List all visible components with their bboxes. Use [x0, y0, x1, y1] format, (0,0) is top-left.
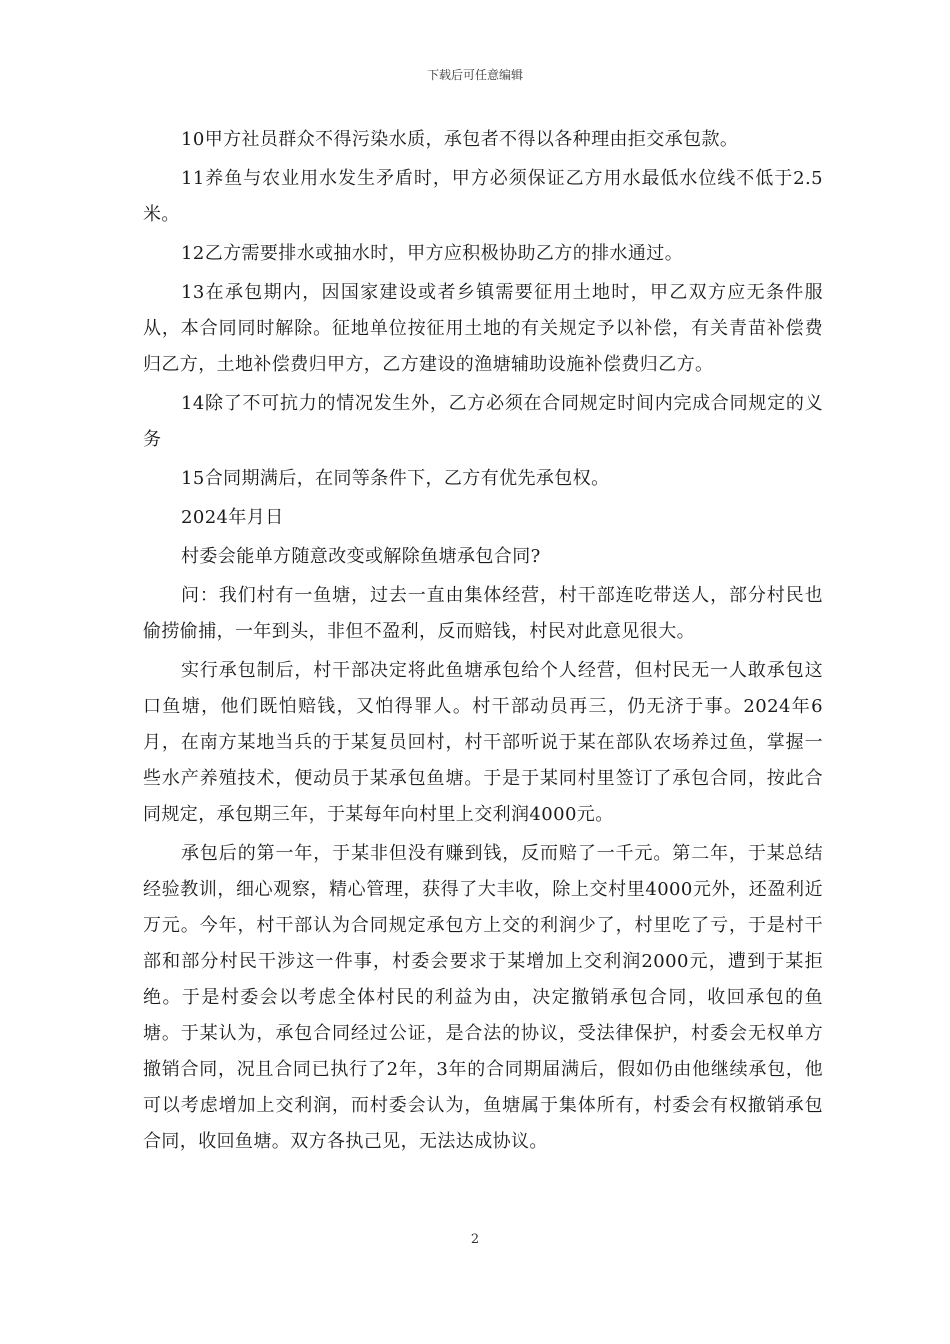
page-number: 2 — [470, 1232, 480, 1247]
clause-14: 14除了不可抗力的情况发生外，乙方必须在合同规定时间内完成合同规定的义务 — [143, 393, 823, 450]
article-title: 村委会能单方随意改变或解除鱼塘承包合同? — [181, 546, 541, 567]
clause-12: 12乙方需要排水或抽水时，甲方应积极协助乙方的排水通过。 — [181, 243, 684, 264]
clause-13: 13在承包期内，因国家建设或者乡镇需要征用土地时，甲乙双方应无条件服从，本合同同时解除。征地单位按征用土地的有关规定予以补偿，有关青苗补偿费归乙方，土地补偿费归甲方，乙方建设的渔塘辅助设施补偿费归乙方。 — [143, 282, 823, 375]
clause-15: 15合同期满后，在同等条件下，乙方有优先承包权。 — [181, 468, 610, 489]
document-body — [143, 122, 823, 1160]
body-paragraph: 实行承包制后，村干部决定将此鱼塘承包给个人经营，但村民无一人敢承包这口鱼塘，他们既怕赔钱，又怕得罪人。村干部动员再三，仍无济于事。2024年6月，在南方某地当兵的于某复员回村，村干部听说于某在部队农场养过鱼，掌握一些水产养殖技术，便动员于某承包鱼塘。于是于某同村里签订了承包合同，按此合同规定，承包期三年，于某每年向村里上交利润4000元。 — [143, 660, 823, 825]
question-paragraph: 问：我们村有一鱼塘，过去一直由集体经营，村干部连吃带送人，部分村民也偷捞偷捕，一年到头，非但不盈利，反而赔钱，村民对此意见很大。 — [143, 585, 823, 642]
clause-11: 11养鱼与农业用水发生矛盾时，甲方必须保证乙方用水最低水位线不低于2.5米。 — [143, 168, 823, 225]
download-note: 下载后可任意编辑 — [426, 68, 523, 82]
date-line: 2024年月日 — [181, 507, 284, 528]
clause-10: 10甲方社员群众不得污染水质，承包者不得以各种理由拒交承包款。 — [181, 129, 739, 150]
body-paragraph: 承包后的第一年，于某非但没有赚到钱，反而赔了一千元。第二年，于某总结经验教训，细心观察，精心管理，获得了大丰收，除上交村里4000元外，还盈利近万元。今年，村干部认为合同规定承包方上交的利润少了，村里吃了亏，于是村干部和部分村民干涉这一件事，村委会要求于某增加上交利润2000元，遭到于某拒绝。于是村委会以考虑全体村民的利益为由，决定撤销承包合同，收回承包的鱼塘。于某认为，承包合同经过公证，是合法的协议，受法律保护，村委会无权单方撤销合同，况且合同已执行了2年，3年的合同期届满后，假如仍由他继续承包，他可以考虑增加上交利润，而村委会认为，鱼塘属于集体所有，村委会有权撤销承包合同，收回鱼塘。双方各执己见，无法达成协议。 — [143, 843, 823, 1152]
